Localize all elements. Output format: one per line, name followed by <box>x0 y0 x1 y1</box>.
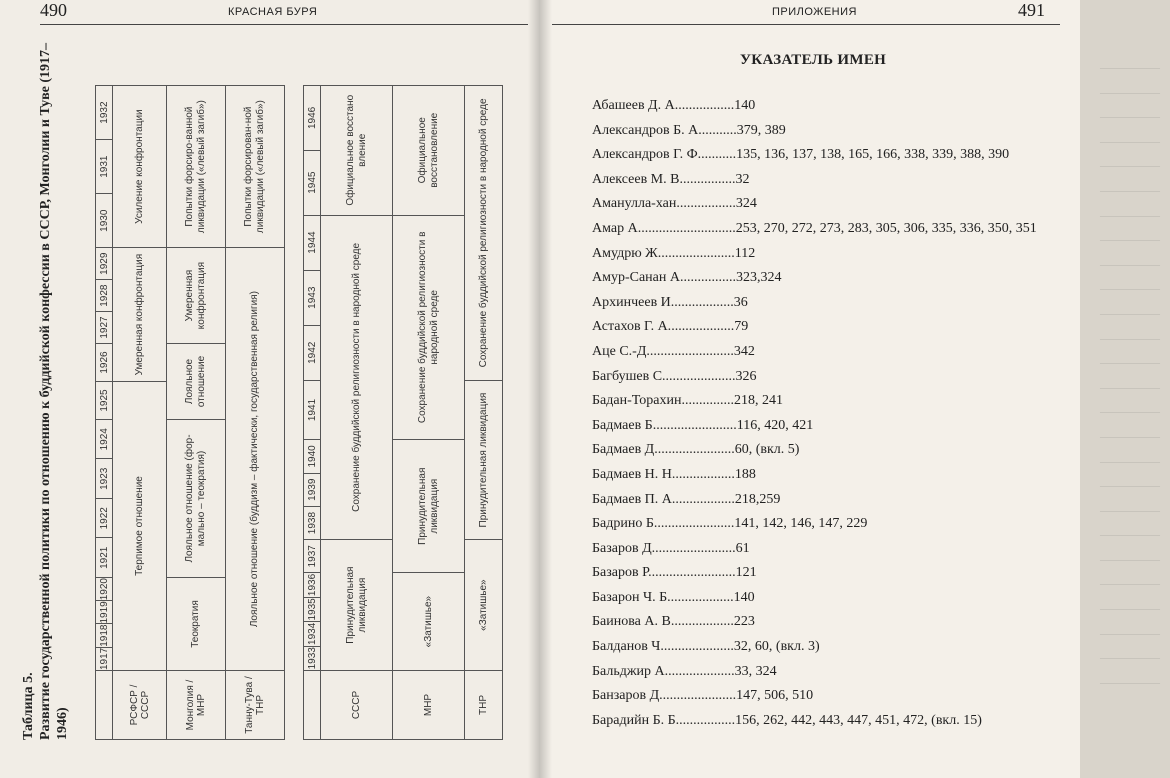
table-row <box>167 86 226 740</box>
table-row <box>113 86 167 740</box>
dot-leader: .................. <box>670 589 734 605</box>
dot-leader: ................ <box>678 98 735 113</box>
dot-leader: ........................ <box>649 343 734 359</box>
index-entry <box>592 664 1062 689</box>
index-entry-pages: 33, 324 <box>734 663 777 679</box>
index-entry-name: Бадан-Торахин <box>592 393 682 409</box>
dot-leader: ..................... <box>661 245 735 261</box>
index-entry-name: Амудрю Ж. <box>592 245 662 261</box>
index-entry <box>592 590 1062 615</box>
index-entry-pages: 147, 506, 510 <box>736 688 814 704</box>
policy-cell: Принудительная ликвидация <box>465 380 503 539</box>
index-entry-name: Амур-Санан А. <box>592 270 684 286</box>
index-entry <box>592 295 1062 320</box>
bleed-through-line: ————— <box>1100 453 1160 468</box>
bleed-through-line: ————— <box>1100 379 1160 394</box>
policy-cell: Официальное восстано вление <box>321 86 393 216</box>
index-entry-pages: 156, 262, 442, 443, 447, 451, 472, (вкл. 15) <box>735 712 982 728</box>
policy-cell: Умеренная конфронтация <box>113 248 167 382</box>
table-corner-cell <box>96 671 113 740</box>
dot-leader: .......... <box>701 147 737 163</box>
year-header: 1935 <box>304 597 321 621</box>
policy-cell: Лояльное отношение (фор-мально – теократия) <box>167 419 226 577</box>
name-index-list <box>592 98 1062 737</box>
dot-leader: ............... <box>682 171 736 187</box>
dot-leader: ................. <box>674 614 734 630</box>
year-header: 1943 <box>304 270 321 325</box>
policy-cell: Попытки форсирован-ной ликвидации («левый загиб») <box>226 86 285 248</box>
year-header: 1934 <box>304 622 321 646</box>
bleed-through-line: ————— <box>1100 207 1160 222</box>
index-entry-name: Астахов Г. А. <box>592 319 672 335</box>
dot-leader: ................. <box>675 466 735 482</box>
year-header: 1941 <box>304 380 321 439</box>
index-entry <box>592 221 1062 246</box>
dot-leader: .................... <box>665 368 736 384</box>
row-header: МНР <box>393 671 465 740</box>
index-entry <box>592 418 1062 443</box>
index-entry <box>592 172 1062 197</box>
left-header-rule <box>40 24 528 25</box>
year-header: 1929 <box>96 248 113 280</box>
index-entry <box>592 688 1062 713</box>
policy-cell: Официальное восстановление <box>393 86 465 216</box>
index-entry <box>592 98 1062 123</box>
index-entry <box>592 713 1062 738</box>
year-header: 1924 <box>96 419 113 459</box>
index-entry-name: Абашеев Д. А. <box>592 98 679 113</box>
index-entry <box>592 614 1062 639</box>
index-entry-name: Бадмаев П. А. <box>592 491 676 507</box>
year-header: 1938 <box>304 506 321 539</box>
policy-cell: Принудительная ликвидация <box>321 540 393 671</box>
index-entry-pages: 116, 420, 421 <box>736 417 814 433</box>
bleed-through-line: ————— <box>1100 650 1160 665</box>
index-entry-name: Архинчеев И. <box>592 294 675 310</box>
dot-leader: ................ <box>679 712 736 728</box>
index-entry-pages: 323,324 <box>736 270 782 286</box>
bleed-through-line: ————— <box>1100 133 1160 148</box>
index-entry <box>592 123 1062 148</box>
bleed-through-line: ————— <box>1100 158 1160 173</box>
row-header: РСФСР / СССР <box>113 671 167 740</box>
index-entry-pages: 140 <box>734 98 756 113</box>
dot-leader: ............... <box>683 270 736 286</box>
dot-leader: ....................... <box>656 417 737 433</box>
dot-leader: ................. <box>674 294 734 310</box>
index-entry-pages: 223 <box>733 614 755 630</box>
dot-leader: ........................... <box>641 220 736 236</box>
index-entry-name: Багбушев С. <box>592 368 666 384</box>
dot-leader: ................... <box>668 663 735 679</box>
year-header: 1923 <box>96 459 113 499</box>
bleed-through-line: ————— <box>1100 527 1160 542</box>
policy-cell: Умеренная конфронтация <box>167 248 226 344</box>
index-entry <box>592 344 1062 369</box>
index-entry-name: Александров Б. А. <box>592 122 702 138</box>
policy-cell: Теократия <box>167 578 226 671</box>
bleed-through-line: ————— <box>1100 109 1160 124</box>
year-header: 1933 <box>304 646 321 670</box>
bleed-through-line: ————— <box>1100 60 1160 74</box>
index-entry-pages: 135, 136, 137, 138, 165, 166, 338, 339, 388, 390 <box>736 147 1010 163</box>
table-caption-title: Развитие государственной политики по отношению к буддийской конфессии в СССР, Монголии и Туве (1917–1946) <box>38 42 70 740</box>
year-header: 1922 <box>96 499 113 539</box>
index-entry <box>592 467 1062 492</box>
policy-cell: Лояльное отношение (буддизм – фактически, государственная религия) <box>226 248 285 671</box>
year-header: 1944 <box>304 215 321 270</box>
index-entry-name: Банзаров Д. <box>592 688 663 704</box>
table-row <box>321 86 393 740</box>
row-header: Монголия / МНР <box>167 671 226 740</box>
table-caption-label: Таблица 5. <box>21 672 36 740</box>
year-header: 1945 <box>304 150 321 215</box>
dot-leader: ................. <box>675 491 735 507</box>
bleed-through-line: ————— <box>1100 355 1160 370</box>
index-entry-name: Базаров Р. <box>592 565 652 581</box>
bleed-through-line: ————— <box>1100 305 1160 320</box>
policy-cell: Усиление конфронтации <box>113 86 167 248</box>
index-entry-pages: 36 <box>733 294 748 310</box>
index-entry-pages: 326 <box>735 368 757 384</box>
year-header: 1939 <box>304 473 321 506</box>
index-entry-name: Бадмаев Н. Н. <box>592 466 676 482</box>
bleed-through-text <box>1100 60 1170 740</box>
left-page <box>0 0 540 778</box>
index-entry-pages: 324 <box>735 196 757 212</box>
index-entry-name: Барадийн Б. Б. <box>592 712 680 728</box>
index-entry-name: Бадмаев Д. <box>592 442 658 458</box>
right-page <box>540 0 1160 778</box>
bleed-through-line: ————— <box>1100 625 1160 640</box>
left-page-number: 490 <box>40 0 67 20</box>
index-entry-pages: 121 <box>735 565 757 581</box>
index-entry-pages: 253, 270, 272, 273, 283, 305, 306, 335, 336, 350, 351 <box>735 220 1037 236</box>
index-entry-name: Алексеев М. В. <box>592 171 683 187</box>
year-header: 1927 <box>96 312 113 344</box>
bleed-through-line: ————— <box>1100 502 1160 517</box>
index-entry-name: Бадмаев Б. <box>592 417 657 433</box>
row-header: СССР <box>321 671 393 740</box>
index-entry-pages: 379, 389 <box>736 122 786 138</box>
index-entry-name: Аманулла-хан <box>592 196 677 212</box>
dot-leader: ................. <box>676 196 736 212</box>
dot-leader: ...................... <box>657 516 735 532</box>
index-entry <box>592 541 1062 566</box>
year-header: 1918 <box>96 624 113 647</box>
year-header: 1940 <box>304 440 321 473</box>
bleed-through-line: ————— <box>1100 330 1160 345</box>
year-header: 1930 <box>96 194 113 248</box>
index-entry-pages: 32 <box>735 171 750 187</box>
row-header: Танну-Тува / ТНР <box>226 671 285 740</box>
table-row <box>393 86 465 740</box>
policy-cell: Попытки форсиро-ванной ликвидации («левый загиб») <box>167 86 226 248</box>
bleed-through-line: ————— <box>1100 256 1160 271</box>
index-entry <box>592 319 1062 344</box>
policy-cell: «Затишье» <box>465 540 503 671</box>
year-header: 1931 <box>96 140 113 194</box>
year-header: 1919 <box>96 601 113 624</box>
index-entry-pages: 61 <box>735 540 750 556</box>
right-page-number: 491 <box>1018 0 1045 20</box>
bleed-through-line: ————— <box>1100 84 1160 99</box>
index-entry <box>592 369 1062 394</box>
dot-leader: .................... <box>663 639 734 655</box>
bleed-through-line: ————— <box>1100 404 1160 419</box>
index-entry-name: Амар А. <box>592 220 642 236</box>
index-entry-name: Бальджир А. <box>592 663 669 679</box>
index-entry-name: Базарон Ч. Б. <box>592 589 671 605</box>
year-header: 1932 <box>96 86 113 140</box>
rotated-table-block <box>20 40 525 740</box>
policy-cell: Терпимое отношение <box>113 382 167 671</box>
policy-cell: Принудительная ликвидация <box>393 440 465 573</box>
index-entry-name: Базаров Д. <box>592 540 656 556</box>
left-running-head: КРАСНАЯ БУРЯ <box>228 6 318 18</box>
index-entry-pages: 218,259 <box>734 491 781 507</box>
policy-cell: Лояльное отношение <box>167 344 226 420</box>
table-caption <box>20 40 90 740</box>
index-entry <box>592 147 1062 172</box>
index-entry-pages: 141, 142, 146, 147, 229 <box>734 516 868 532</box>
index-entry <box>592 196 1062 221</box>
bleed-through-line: ————— <box>1100 428 1160 443</box>
year-header: 1917 <box>96 647 113 670</box>
index-entry-name: Балданов Ч. <box>592 639 664 655</box>
right-running-head: ПРИЛОЖЕНИЯ <box>772 6 857 18</box>
index-entry <box>592 270 1062 295</box>
bleed-through-line: ————— <box>1100 601 1160 616</box>
index-entry <box>592 492 1062 517</box>
dot-leader: ....................... <box>655 540 736 556</box>
year-header: 1937 <box>304 540 321 573</box>
index-entry-name: Аце С.-Д. <box>592 343 650 359</box>
index-entry <box>592 442 1062 467</box>
index-entry-pages: 140 <box>733 589 755 605</box>
year-header: 1921 <box>96 538 113 578</box>
table-corner-cell <box>304 671 321 740</box>
policy-cell: Сохранение буддийской религиозности в народной среде <box>321 215 393 540</box>
table-row <box>465 86 503 740</box>
dot-leader: ...................... <box>657 442 735 458</box>
index-entry <box>592 246 1062 271</box>
index-entry-pages: 218, 241 <box>733 393 783 409</box>
index-entry-pages: 32, 60, (вкл. 3) <box>733 639 820 655</box>
index-title: УКАЗАТЕЛЬ ИМЕН <box>740 52 887 68</box>
year-header: 1920 <box>96 578 113 601</box>
index-entry <box>592 393 1062 418</box>
row-header: ТНР <box>465 671 503 740</box>
right-header-rule <box>552 24 1060 25</box>
policy-cell: Сохранение буддийской религиозности в народной среде <box>393 215 465 440</box>
index-entry-name: Александров Г. Ф. <box>592 147 702 163</box>
bleed-through-line: ————— <box>1100 674 1160 689</box>
book-gutter-shadow <box>528 0 552 778</box>
year-header: 1926 <box>96 344 113 382</box>
year-header: 1942 <box>304 325 321 380</box>
year-header: 1928 <box>96 280 113 312</box>
policy-table-1917-1932 <box>95 85 285 740</box>
bleed-through-line: ————— <box>1100 232 1160 247</box>
policy-cell: «Затишье» <box>393 573 465 671</box>
dot-leader: ........................ <box>651 565 736 581</box>
year-header: 1946 <box>304 86 321 151</box>
index-entry-pages: 112 <box>734 245 756 261</box>
index-entry-pages: 342 <box>733 343 755 359</box>
index-entry-pages: 79 <box>734 319 749 335</box>
dot-leader: .................. <box>671 319 735 335</box>
index-entry-pages: 188 <box>734 466 756 482</box>
index-entry <box>592 639 1062 664</box>
bleed-through-line: ————— <box>1100 576 1160 591</box>
bleed-through-line: ————— <box>1100 182 1160 197</box>
index-entry-name: Баинова А. В. <box>592 614 675 630</box>
table-row <box>226 86 285 740</box>
policy-cell: Сохранение буддийской религиозности в народной среде <box>465 86 503 381</box>
index-entry-pages: 60, (вкл. 5) <box>734 442 800 458</box>
year-header: 1936 <box>304 573 321 597</box>
bleed-through-line: ————— <box>1100 551 1160 566</box>
dot-leader: .......... <box>701 122 737 138</box>
bleed-through-line: ————— <box>1100 281 1160 296</box>
index-entry <box>592 565 1062 590</box>
dot-leader: ............... <box>681 393 734 409</box>
index-entry <box>592 516 1062 541</box>
bleed-through-line: ————— <box>1100 478 1160 493</box>
policy-table-1933-1946 <box>303 85 503 740</box>
index-entry-name: Бадрино Б. <box>592 516 658 532</box>
dot-leader: ..................... <box>662 688 737 704</box>
year-header: 1925 <box>96 382 113 420</box>
